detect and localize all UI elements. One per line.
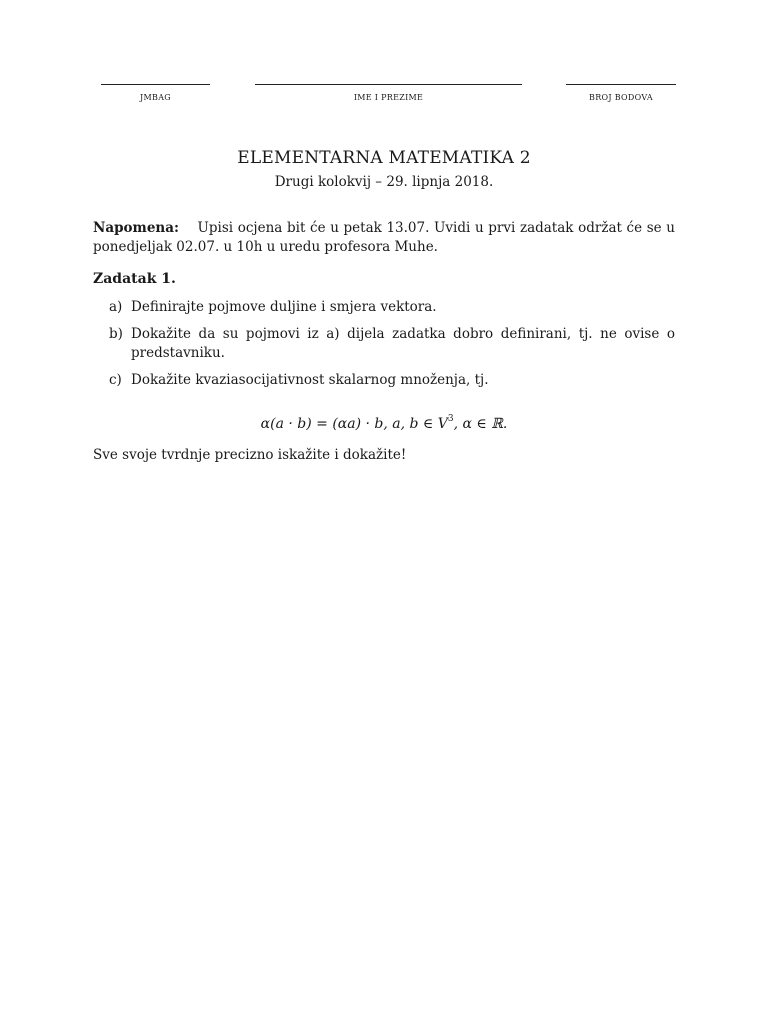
task-item-a — [93, 298, 675, 317]
jmbag-signature-line — [101, 84, 210, 85]
task-item-b — [93, 325, 675, 363]
name-field — [255, 84, 522, 103]
task-item-text: Definirajte pojmove duljine i smjera vektora. — [131, 299, 437, 315]
points-field — [566, 84, 676, 103]
name-label: IME I PREZIME — [353, 93, 424, 102]
note-label: Napomena: — [93, 220, 179, 236]
task-item-text: Dokažite da su pojmovi iz a) dijela zadatka dobro definirani, tj. ne ovise o predstavniku. — [131, 326, 675, 361]
page-subtitle: Drugi kolokvij – 29. lipnja 2018. — [274, 174, 494, 190]
associativity-formula — [0, 409, 768, 434]
closing-instruction: Sve svoje tvrdnje precizno iskažite i dokažite! — [93, 447, 407, 463]
task-item-label: a) — [109, 299, 123, 315]
jmbag-label: JMBAG — [140, 93, 171, 102]
points-signature-line — [566, 84, 676, 85]
points-label: BROJ BODOVA — [589, 93, 653, 102]
name-signature-line — [255, 84, 522, 85]
task-item-label: b) — [109, 326, 123, 342]
note-paragraph — [93, 219, 675, 257]
task-item-text: Dokažite kvaziasocijativnost skalarnog množenja, tj. — [131, 372, 489, 388]
task-item-c — [93, 371, 675, 390]
jmbag-field — [101, 84, 210, 103]
task-heading: Zadatak 1. — [93, 271, 176, 287]
task-item-label: c) — [109, 372, 122, 388]
page-title: ELEMENTARNA MATEMATIKA 2 — [237, 148, 531, 168]
formula-tail: , α ∈ ℝ. — [453, 416, 508, 432]
note-text: Upisi ocjena bit će u petak 13.07. Uvidi u prvi zadatak održat će se u ponedjeljak 02.07. u 10h u uredu profesora Muhe. — [93, 220, 675, 255]
formula-superscript: 3 — [447, 414, 454, 424]
formula-main: α(a · b) = (αa) · b, a, b ∈ V — [260, 416, 448, 432]
task-item-list — [93, 298, 675, 398]
